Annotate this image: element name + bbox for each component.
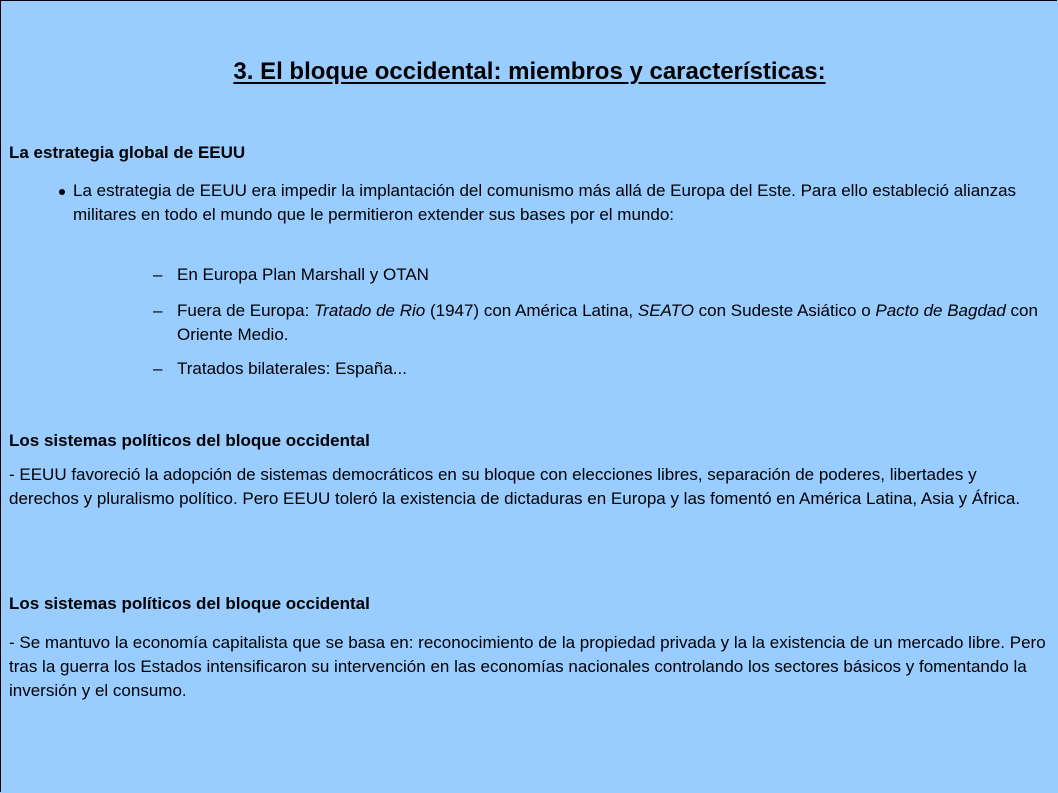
slide-title: 3. El bloque occidental: miembros y características:	[233, 58, 826, 85]
bullet-dot-icon	[59, 189, 65, 195]
section-heading-sistemas-politicos: Los sistemas políticos del bloque occidental	[9, 431, 370, 450]
sub-item-text: Tratados bilaterales: España...	[177, 359, 407, 378]
treaty-name-rio: Tratado de Rio	[314, 301, 426, 320]
dash-icon: –	[153, 265, 163, 284]
sub-item-text: En Europa Plan Marshall y OTAN	[177, 265, 429, 284]
paragraph-economia: - Se mantuvo la economía capitalista que se basa en: reconocimiento de la propiedad privada y la la existencia de un mercado libre. Pero tras la guerra los Estados intensificaron su intervención en las economías nacionales controlando los sectores básicos y fomentando la inversión y el consumo.	[9, 633, 1046, 700]
text-run: con Oriente Medio.	[177, 301, 1038, 344]
sub-item-fuera-europa	[1, 299, 1058, 347]
dash-icon: –	[153, 359, 163, 378]
section-heading-economia: Los sistemas políticos del bloque occidental	[9, 594, 370, 613]
section-heading-estrategia: La estrategia global de EEUU	[9, 143, 246, 162]
sub-item-bilaterales	[1, 357, 1058, 381]
bullet-item	[9, 179, 1049, 251]
treaty-name-seato: SEATO	[637, 301, 694, 320]
text-run: (1947) con América Latina,	[425, 301, 638, 320]
sub-item-europa	[1, 263, 1058, 287]
sub-item-text	[177, 299, 1057, 347]
text-run: Fuera de Europa:	[177, 301, 315, 320]
paragraph-sistemas-politicos: - EEUU favoreció la adopción de sistemas democráticos en su bloque con elecciones libres, separación de poderes, libertades y derechos y pluralismo político. Pero EEUU toleró la existencia de dictaduras en Europa y las fomentó en América Latina, Asia y África.	[9, 465, 1021, 508]
bullet-text: La estrategia de EEUU era impedir la implantación del comunismo más allá de Europa del Este. Para ello estableció alianzas militares en todo el mundo que le permitieron extender sus bases por el mundo:	[73, 181, 1017, 224]
treaty-name-bagdad: Pacto de Bagdad	[875, 301, 1006, 320]
dash-icon: –	[153, 301, 163, 320]
text-run: con Sudeste Asiático o	[693, 301, 876, 320]
